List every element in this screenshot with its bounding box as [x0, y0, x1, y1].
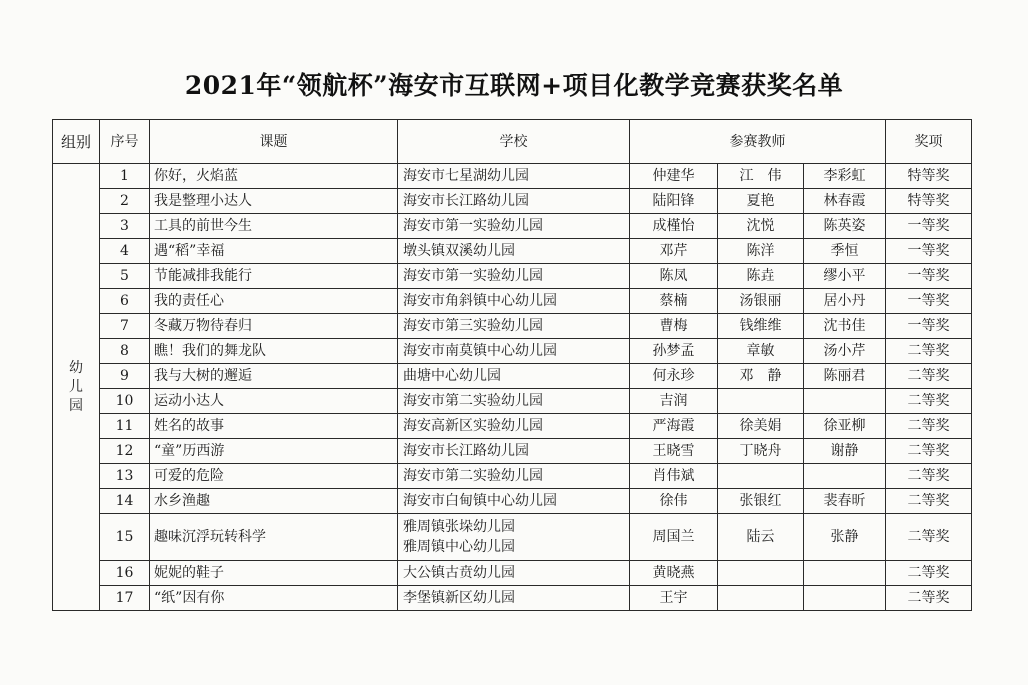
teacher-cell: 陈垚: [718, 264, 804, 289]
seq-cell: 9: [100, 364, 150, 389]
seq-cell: 3: [100, 214, 150, 239]
table-row: [53, 364, 972, 389]
teacher-cell: 吉润: [630, 389, 718, 414]
table-row: [53, 314, 972, 339]
teacher-cell: 江 伟: [718, 164, 804, 189]
school-name: 海安市第二实验幼儿园: [403, 393, 543, 409]
topic-cell: 节能减排我能行: [150, 264, 398, 289]
seq-cell: 2: [100, 189, 150, 214]
seq-cell: 4: [100, 239, 150, 264]
teacher-cell: 徐美娟: [718, 414, 804, 439]
header-group: 组别: [53, 120, 100, 164]
school-name: 海安市七星湖幼儿园: [403, 168, 529, 184]
teacher-cell: 陈英姿: [804, 214, 886, 239]
table-row: [53, 389, 972, 414]
award-cell: 一等奖: [886, 214, 972, 239]
teacher-cell: 汤小芹: [804, 339, 886, 364]
document-title: 2021年“领航杯”海安市互联网+项目化教学竞赛获奖名单: [184, 71, 844, 100]
school-cell: [398, 514, 630, 561]
teacher-cell: 汤银丽: [718, 289, 804, 314]
school-name: 海安市白甸镇中心幼儿园: [403, 493, 557, 509]
school-cell: [398, 586, 630, 611]
award-table: [52, 119, 972, 611]
school-name: 海安市第三实验幼儿园: [403, 318, 543, 334]
teacher-cell: 孙梦孟: [630, 339, 718, 364]
school-name: 海安市南莫镇中心幼儿园: [403, 343, 557, 359]
teacher-cell: [804, 561, 886, 586]
teacher-cell: 章敏: [718, 339, 804, 364]
teacher-cell: 成槿怡: [630, 214, 718, 239]
teacher-cell: 邓 静: [718, 364, 804, 389]
award-cell: 一等奖: [886, 289, 972, 314]
topic-cell: “纸”因有你: [150, 586, 398, 611]
teacher-cell: 林春霞: [804, 189, 886, 214]
table-body: [53, 164, 972, 611]
seq-cell: 8: [100, 339, 150, 364]
award-cell: 二等奖: [886, 464, 972, 489]
teacher-cell: 沈悦: [718, 214, 804, 239]
table-row: [53, 189, 972, 214]
teacher-cell: 陈凤: [630, 264, 718, 289]
award-cell: 二等奖: [886, 586, 972, 611]
table-row: [53, 561, 972, 586]
award-cell: 特等奖: [886, 189, 972, 214]
seq-cell: 17: [100, 586, 150, 611]
seq-cell: 16: [100, 561, 150, 586]
table-row: [53, 586, 972, 611]
award-cell: 二等奖: [886, 339, 972, 364]
school-cell: [398, 561, 630, 586]
header-school: 学校: [398, 120, 630, 164]
school-cell: [398, 264, 630, 289]
table-row: [53, 514, 972, 561]
teacher-cell: [804, 389, 886, 414]
school-name: 雅周镇中心幼儿园: [403, 539, 515, 555]
award-cell: 二等奖: [886, 414, 972, 439]
teacher-cell: 居小丹: [804, 289, 886, 314]
award-cell: 特等奖: [886, 164, 972, 189]
header-seq: 序号: [100, 120, 150, 164]
teacher-cell: 何永珍: [630, 364, 718, 389]
school-cell: [398, 289, 630, 314]
school-cell: [398, 364, 630, 389]
topic-cell: 妮妮的鞋子: [150, 561, 398, 586]
header-topic: 课题: [150, 120, 398, 164]
teacher-cell: 周国兰: [630, 514, 718, 561]
teacher-cell: 曹梅: [630, 314, 718, 339]
teacher-cell: 仲建华: [630, 164, 718, 189]
teacher-cell: [718, 561, 804, 586]
school-cell: [398, 389, 630, 414]
topic-cell: 我的责任心: [150, 289, 398, 314]
topic-cell: 瞧！我们的舞龙队: [150, 339, 398, 364]
school-name: 雅周镇张垛幼儿园: [403, 519, 515, 535]
award-cell: 二等奖: [886, 561, 972, 586]
school-cell: [398, 489, 630, 514]
teacher-cell: 季恒: [804, 239, 886, 264]
table-row: [53, 239, 972, 264]
teacher-cell: 王宇: [630, 586, 718, 611]
teacher-cell: 黄晓燕: [630, 561, 718, 586]
teacher-cell: 邓芹: [630, 239, 718, 264]
award-cell: 二等奖: [886, 514, 972, 561]
topic-cell: 水乡渔趣: [150, 489, 398, 514]
table-row: [53, 414, 972, 439]
table-row: [53, 339, 972, 364]
school-cell: [398, 314, 630, 339]
teacher-cell: 李彩虹: [804, 164, 886, 189]
table-row: [53, 464, 972, 489]
school-name: 海安市长江路幼儿园: [403, 443, 529, 459]
seq-cell: 11: [100, 414, 150, 439]
seq-cell: 14: [100, 489, 150, 514]
table-row: [53, 164, 972, 189]
seq-cell: 12: [100, 439, 150, 464]
school-name: 海安市第一实验幼儿园: [403, 268, 543, 284]
topic-cell: 姓名的故事: [150, 414, 398, 439]
school-name: 海安市长江路幼儿园: [403, 193, 529, 209]
seq-cell: 10: [100, 389, 150, 414]
teacher-cell: 陆云: [718, 514, 804, 561]
group-cell: [53, 164, 100, 611]
topic-cell: 遇“稻”幸福: [150, 239, 398, 264]
school-name: 墩头镇双溪幼儿园: [403, 243, 515, 259]
award-cell: 一等奖: [886, 239, 972, 264]
award-cell: 二等奖: [886, 489, 972, 514]
award-cell: 二等奖: [886, 389, 972, 414]
award-cell: 二等奖: [886, 364, 972, 389]
teacher-cell: 徐亚柳: [804, 414, 886, 439]
header-award: 奖项: [886, 120, 972, 164]
seq-cell: 1: [100, 164, 150, 189]
table-row: [53, 264, 972, 289]
teacher-cell: 沈书佳: [804, 314, 886, 339]
teacher-cell: [718, 389, 804, 414]
teacher-cell: 陆阳锋: [630, 189, 718, 214]
school-name: 海安市第一实验幼儿园: [403, 218, 543, 234]
teacher-cell: 丁晓舟: [718, 439, 804, 464]
teacher-cell: 钱维维: [718, 314, 804, 339]
school-cell: [398, 239, 630, 264]
school-cell: [398, 339, 630, 364]
topic-cell: 我是整理小达人: [150, 189, 398, 214]
school-cell: [398, 189, 630, 214]
topic-cell: 你好，火焰蓝: [150, 164, 398, 189]
teacher-cell: 夏艳: [718, 189, 804, 214]
teacher-cell: 谢静: [804, 439, 886, 464]
teacher-cell: [804, 464, 886, 489]
topic-cell: “童”历西游: [150, 439, 398, 464]
topic-cell: 工具的前世今生: [150, 214, 398, 239]
school-name: 海安市角斜镇中心幼儿园: [403, 293, 557, 309]
seq-cell: 15: [100, 514, 150, 561]
seq-cell: 13: [100, 464, 150, 489]
seq-cell: 5: [100, 264, 150, 289]
school-cell: [398, 214, 630, 239]
topic-cell: 趣味沉浮玩转科学: [150, 514, 398, 561]
school-name: 海安市第二实验幼儿园: [403, 468, 543, 484]
table-row: [53, 439, 972, 464]
teacher-cell: [718, 586, 804, 611]
teacher-cell: 陈洋: [718, 239, 804, 264]
school-name: 李堡镇新区幼儿园: [403, 590, 515, 606]
school-cell: [398, 464, 630, 489]
seq-cell: 6: [100, 289, 150, 314]
teacher-cell: [804, 586, 886, 611]
teacher-cell: 陈丽君: [804, 364, 886, 389]
teacher-cell: 张静: [804, 514, 886, 561]
teacher-cell: 张银红: [718, 489, 804, 514]
school-name: 曲塘中心幼儿园: [403, 368, 501, 384]
table-header-row: [53, 120, 972, 164]
seq-cell: 7: [100, 314, 150, 339]
header-teachers: 参赛教师: [630, 120, 886, 164]
school-name: 大公镇古贲幼儿园: [403, 565, 515, 581]
school-cell: [398, 414, 630, 439]
teacher-cell: 缪小平: [804, 264, 886, 289]
teacher-cell: 严海霞: [630, 414, 718, 439]
teacher-cell: 王晓雪: [630, 439, 718, 464]
table-row: [53, 289, 972, 314]
topic-cell: 我与大树的邂逅: [150, 364, 398, 389]
award-cell: 二等奖: [886, 439, 972, 464]
school-name: 海安高新区实验幼儿园: [403, 418, 543, 434]
teacher-cell: 肖伟斌: [630, 464, 718, 489]
table-row: [53, 214, 972, 239]
teacher-cell: 裴春昕: [804, 489, 886, 514]
topic-cell: 冬藏万物待春归: [150, 314, 398, 339]
topic-cell: 运动小达人: [150, 389, 398, 414]
school-cell: [398, 439, 630, 464]
award-cell: 一等奖: [886, 264, 972, 289]
table-row: [53, 489, 972, 514]
award-cell: 一等奖: [886, 314, 972, 339]
teacher-cell: 徐伟: [630, 489, 718, 514]
school-cell: [398, 164, 630, 189]
teacher-cell: 蔡楠: [630, 289, 718, 314]
teacher-cell: [718, 464, 804, 489]
topic-cell: 可爱的危险: [150, 464, 398, 489]
group-label: 幼儿园: [69, 359, 83, 414]
